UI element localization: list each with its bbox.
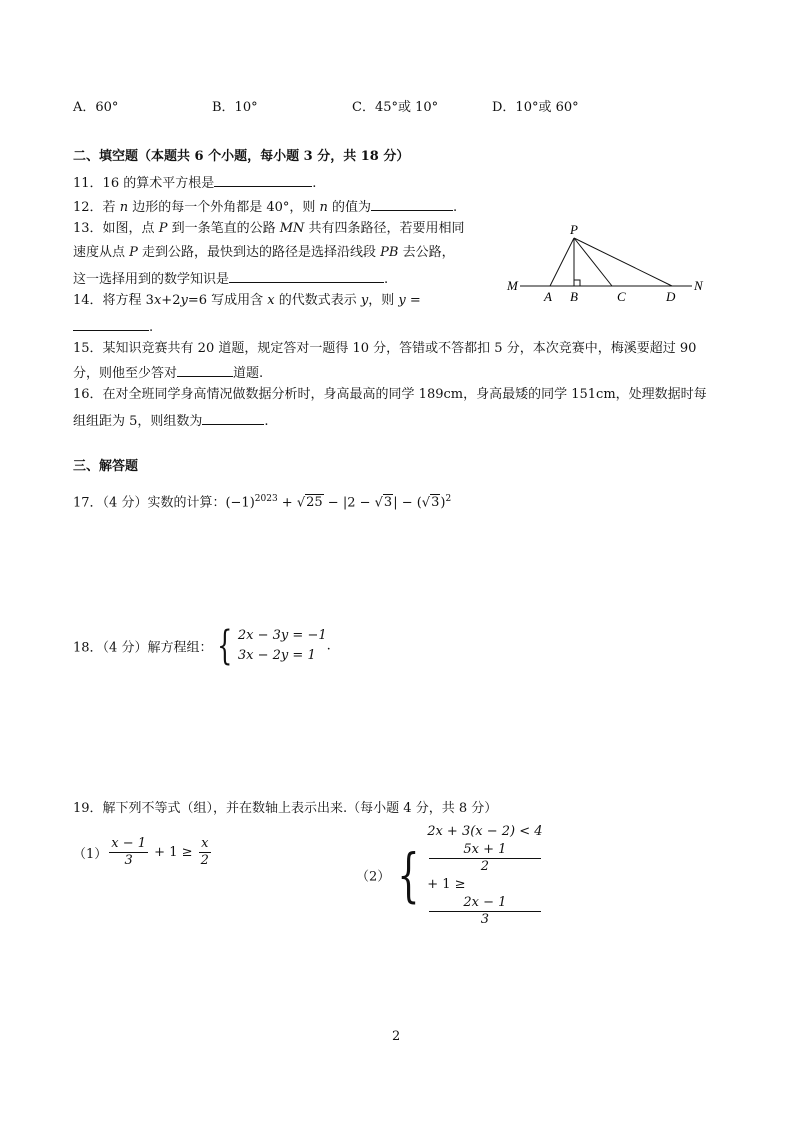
q13-text: 走到公路，最快到达的路径是选择沿线段 xyxy=(137,245,381,260)
question-15-line1: 15．某知识竞赛共有 20 道题，规定答对一题得 10 分，答错或不答都扣 5 分，本次竞赛中，梅溪要超过 90 xyxy=(73,341,697,356)
question-11 xyxy=(73,172,316,193)
q15-text: 分，则他至少答对 xyxy=(73,366,178,381)
q13-text: 到一条笔直的公路 xyxy=(167,221,280,236)
question-16-line1: 16．在对全班同学身高情况做数据分析时，身高最高的同学 189cm，身高最矮的同学 151cm，处理数据时每 xyxy=(73,387,707,402)
q16-text: 组组距为 5，则组数为 xyxy=(73,414,203,429)
brace-symbol: { xyxy=(217,623,233,669)
option-d: D．10°或 60° xyxy=(492,100,579,115)
denominator: 3 xyxy=(480,912,490,927)
equation-system xyxy=(238,626,327,666)
geometry-figure xyxy=(500,218,715,310)
q11-text: 11．16 的算术平方根是 xyxy=(73,176,215,191)
question-14 xyxy=(73,292,421,310)
answer-blank xyxy=(371,196,453,211)
question-13-line1 xyxy=(73,220,465,238)
q17-radicand: 3 xyxy=(383,495,393,511)
q12-var-n2: n xyxy=(319,200,328,215)
numerator: 5x + 1 xyxy=(429,842,540,859)
q12-pre: 12．若 xyxy=(73,200,120,215)
question-13-line3 xyxy=(73,268,388,289)
q14-text: 的代数式表示 xyxy=(274,293,361,308)
q13-text: 去公路， xyxy=(398,245,455,260)
label-c: C xyxy=(617,289,626,304)
numerator: x xyxy=(199,836,211,853)
question-19-part-2 xyxy=(356,822,543,928)
label-d: D xyxy=(666,289,676,304)
fraction xyxy=(199,836,211,869)
question-14-line2 xyxy=(73,316,153,337)
fraction xyxy=(429,842,540,875)
denominator: 2 xyxy=(200,853,209,868)
inequality-mid: + 1 ≥ xyxy=(427,877,466,892)
question-18 xyxy=(73,623,331,669)
q13-text: 这一选择用到的数学知识是 xyxy=(73,272,230,287)
segment-pc xyxy=(574,238,612,286)
q12-post: 的值为 xyxy=(327,200,372,215)
q17-expr: ) xyxy=(440,495,446,511)
option-c: C．45°或 10° xyxy=(352,100,439,115)
q17-exponent: 2023 xyxy=(254,494,278,504)
brace-symbol: { xyxy=(397,841,420,909)
part-label: （1） xyxy=(73,847,108,862)
label-p: P xyxy=(570,222,578,237)
q13-text: 13．如图，点 xyxy=(73,221,159,236)
q14-var: y xyxy=(398,293,406,308)
label-m: M xyxy=(507,278,518,293)
q14-var: x xyxy=(153,293,162,308)
answer-blank xyxy=(202,410,264,425)
q14-text: +2 xyxy=(161,293,181,308)
q17-expr: (−1) xyxy=(225,495,255,511)
q17-radicand: 25 xyxy=(306,495,323,511)
q18-text: 18．（4 分）解方程组： xyxy=(73,640,213,656)
option-a: A．60° xyxy=(73,100,119,115)
q12-end: . xyxy=(453,200,458,215)
q14-var: y xyxy=(360,293,369,308)
answer-blank xyxy=(229,268,384,283)
q13-text: 速度从点 xyxy=(73,245,130,260)
question-15-line2 xyxy=(73,362,263,383)
segment-pd xyxy=(574,238,672,286)
q13-var: P xyxy=(158,221,168,236)
inequality-mid: + 1 ≥ xyxy=(150,845,197,860)
inequality-1: 2x + 3(x − 2) < 4 xyxy=(427,824,543,839)
section-title-solve: 三、解答题 xyxy=(73,459,139,474)
q13-var: PB xyxy=(380,245,399,260)
denominator: 3 xyxy=(124,853,133,868)
q14-text: = xyxy=(405,293,421,308)
q17-radicand: 3 xyxy=(431,495,440,511)
q13-var: P xyxy=(129,245,138,260)
question-19-part-1 xyxy=(73,836,213,869)
question-19-title: 19．解下列不等式（组），并在数轴上表示出来.（每小题 4 分，共 8 分） xyxy=(73,801,498,816)
q14-text: 14．将方程 3 xyxy=(73,293,154,308)
question-12 xyxy=(73,196,457,217)
q14-end: . xyxy=(149,320,154,335)
label-n: N xyxy=(694,278,703,293)
q15-text: 道题. xyxy=(233,366,264,381)
equation-2: 3x − 2y = 1 xyxy=(237,648,316,663)
inequality-system xyxy=(427,822,542,928)
numerator: x − 1 xyxy=(111,836,147,851)
segment-pa xyxy=(550,238,574,286)
q17-exponent: 2 xyxy=(445,494,452,504)
q13-var: MN xyxy=(279,221,305,236)
numerator: 2x − 1 xyxy=(429,895,540,912)
q13-text: . xyxy=(384,272,389,287)
answer-blank xyxy=(177,362,233,377)
q14-text: ，则 xyxy=(368,293,399,308)
answer-blank xyxy=(214,172,312,187)
q17-expr: + √ xyxy=(277,495,306,511)
label-b: B xyxy=(570,289,578,304)
q16-text: . xyxy=(264,414,269,429)
q18-end: . xyxy=(326,638,331,654)
right-angle-mark xyxy=(574,280,580,286)
label-a: A xyxy=(544,289,552,304)
fraction xyxy=(429,895,540,928)
fraction xyxy=(109,836,148,869)
answer-blank xyxy=(73,316,149,331)
q17-expr: | − (√ xyxy=(393,495,431,511)
denominator: 2 xyxy=(480,859,490,874)
question-16-line2 xyxy=(73,410,269,431)
option-b: B．10° xyxy=(212,100,258,115)
q17-expr: − |2 − √ xyxy=(323,495,383,511)
q14-var: x xyxy=(267,293,275,308)
q14-var: y xyxy=(180,293,188,308)
section-title-fill-in: 二、填空题（本题共 6 个小题，每小题 3 分，共 18 分） xyxy=(73,149,410,164)
q11-end: . xyxy=(312,176,317,191)
q12-mid: 边形的每一个外角都是 40°，则 xyxy=(128,200,320,215)
q14-text: =6 写成用含 xyxy=(187,293,268,308)
inequality-2 xyxy=(427,842,542,928)
equation-1: 2x − 3y = −1 xyxy=(237,628,327,643)
question-13-line2 xyxy=(73,244,455,262)
q17-text: 17．（4 分）实数的计算： xyxy=(73,495,226,511)
question-17 xyxy=(73,490,451,512)
q12-var-n: n xyxy=(119,200,129,215)
q13-text: 共有四条路径，若要用相同 xyxy=(304,221,465,236)
part-label: （2） xyxy=(356,869,391,885)
page-number: 2 xyxy=(392,1029,401,1044)
